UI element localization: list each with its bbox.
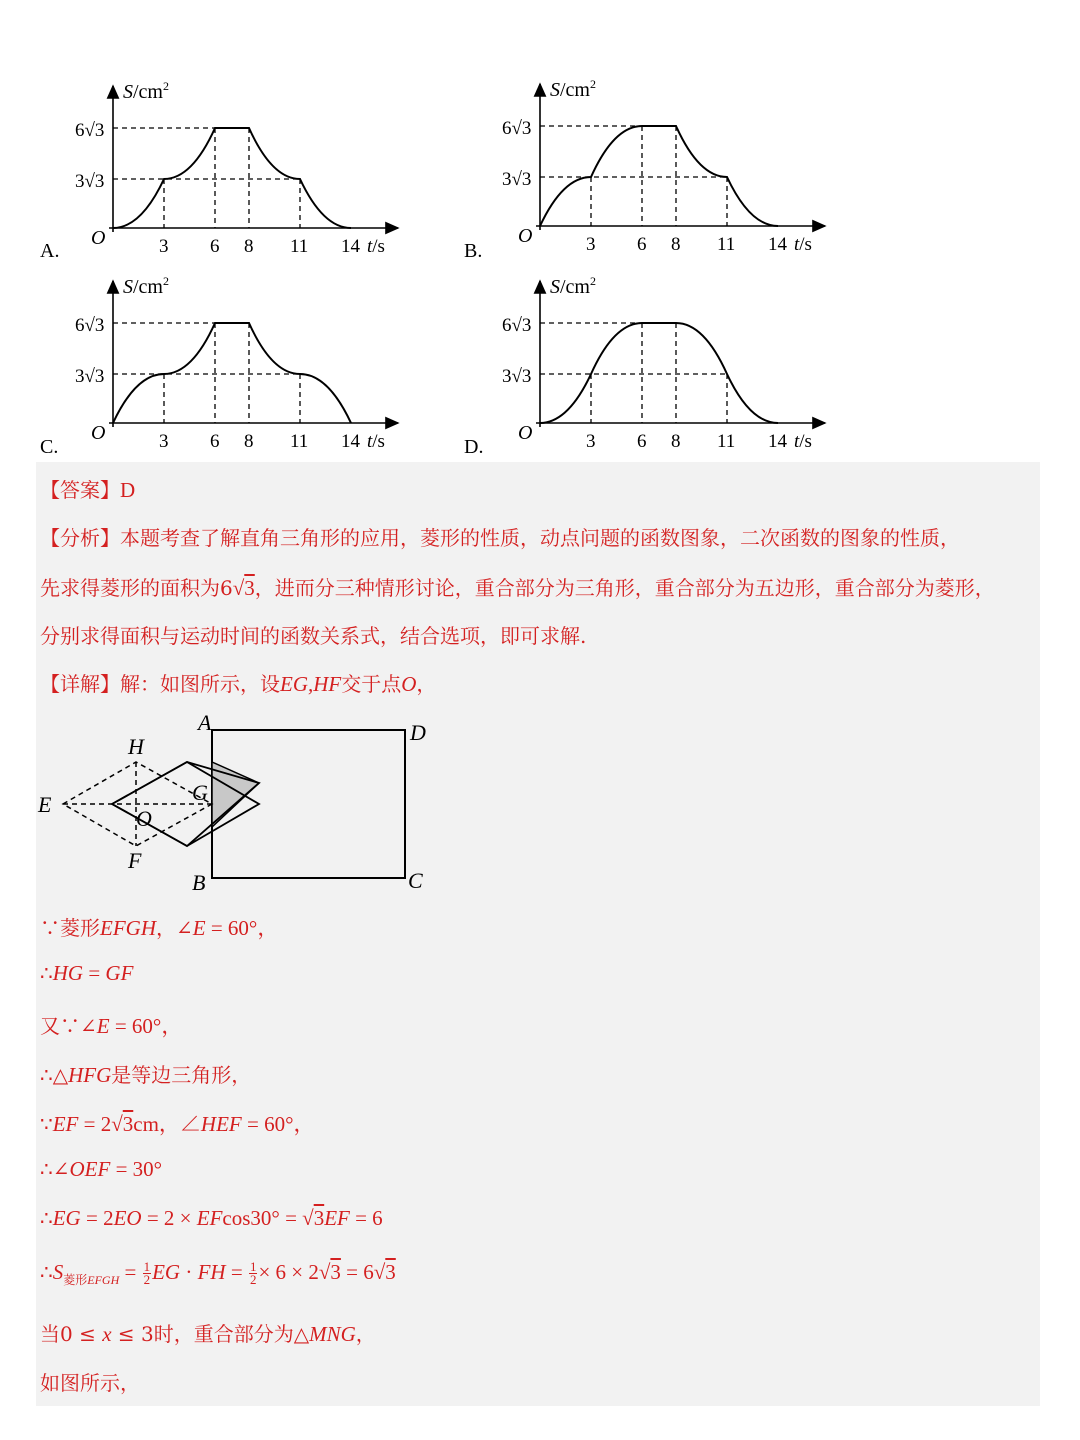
graph-a-y-high-label: 6√3	[75, 120, 105, 141]
graph-c-y-high-label: 6√3	[75, 315, 105, 336]
s1-c: ∠	[176, 916, 193, 940]
graph-b-x-tick-8: 8	[671, 234, 681, 255]
s8-r: 3	[330, 1260, 341, 1284]
fig-label-e: E	[38, 792, 52, 817]
s1-a: ∵菱形	[40, 916, 100, 940]
s8-r2: 3	[385, 1260, 396, 1284]
option-b-label: B.	[464, 240, 483, 262]
graph-b-y-label: $S/cm^2$	[550, 77, 596, 101]
graph-c-x-tick-14: 14	[341, 431, 360, 452]
graph-c-y-label: $S/cm^2$	[123, 274, 169, 298]
graph-a-y-low-label: 3√3	[75, 171, 105, 192]
fig-label-d: D	[410, 720, 426, 745]
s6-m: OEF	[69, 1157, 111, 1181]
analysis-text-2a: 先求得菱形的面积为6	[40, 576, 233, 600]
graph-c-x-label: t/s	[367, 431, 385, 452]
fig-label-g: G	[192, 780, 208, 805]
step-3	[40, 1010, 182, 1040]
step-4	[40, 1059, 251, 1088]
s4-m: HFG	[68, 1063, 112, 1087]
rhombus-rectangle-figure	[36, 708, 456, 898]
analysis-text-1: 本题考查了解直角三角形的应用，菱形的性质，动点问题的函数图象，二次函数的图象的性质，	[120, 526, 960, 550]
s9-m: x	[102, 1322, 112, 1346]
analysis-line-2	[40, 572, 995, 601]
s8-sqrt-2: √	[373, 1260, 386, 1284]
step-1	[40, 912, 278, 942]
graph-b-y-low-label: 3√3	[502, 169, 532, 190]
s8-e: × 6 × 2	[258, 1260, 319, 1284]
s8-a: ∴	[40, 1260, 53, 1284]
option-c-label: C.	[40, 436, 59, 458]
detail-line	[40, 668, 436, 697]
sqrt-symbol: √	[232, 576, 245, 600]
s6-b: = 30°	[110, 1157, 163, 1181]
detail-math-o: O	[401, 672, 417, 696]
graph-d-origin-label: O	[518, 422, 533, 444]
s2-b: =	[83, 961, 106, 985]
s2-m2: GF	[105, 961, 134, 985]
s7-m3: EF	[196, 1206, 223, 1230]
s8-m2: EG	[152, 1260, 181, 1284]
option-d-label: D.	[464, 436, 484, 458]
step-2	[40, 961, 133, 986]
graph-c-x-tick-8: 8	[244, 431, 254, 452]
graph-c-curve	[113, 323, 351, 423]
s7-m2: EO	[113, 1206, 142, 1230]
s8-sqrt-1: √	[318, 1260, 331, 1284]
s7-m: EG	[52, 1206, 81, 1230]
s5-m2: HEF	[200, 1112, 242, 1136]
graph-b-origin-label: O	[518, 225, 533, 247]
graph-d-x-tick-6: 6	[637, 431, 647, 452]
graph-b-x-tick-3: 3	[586, 234, 596, 255]
s7-m4: EF	[324, 1206, 350, 1230]
graph-c-x-tick-6: 6	[210, 431, 220, 452]
step-10	[40, 1367, 140, 1396]
s10: 如图所示，	[40, 1371, 140, 1395]
graph-a-x-tick-8: 8	[244, 236, 254, 257]
detail-text-b: 交于点	[341, 672, 402, 696]
fig-label-h: H	[128, 734, 144, 759]
graph-c-x-tick-11: 11	[290, 431, 309, 452]
s2-a: ∴	[40, 961, 53, 985]
graph-a-x-tick-14: 14	[341, 236, 360, 257]
graph-a-curve	[113, 128, 351, 228]
graph-b-curve	[540, 126, 778, 226]
s8-m3: FH	[197, 1260, 226, 1284]
s7-a: ∴	[40, 1206, 53, 1230]
detail-text-c: ，	[416, 672, 437, 696]
graph-b-x-tick-6: 6	[637, 234, 647, 255]
rectangle-abcd	[212, 730, 405, 878]
option-a-label: A.	[40, 240, 60, 262]
analysis-text-2c: ，进而分三种情形讨论，重合部分为三角形，重合部分为五边形，重合部分为菱形，	[254, 576, 995, 600]
graph-d-y-high-label: 6√3	[502, 315, 532, 336]
s6-a: ∴∠	[40, 1157, 70, 1181]
s5-sqrt: √	[111, 1112, 123, 1136]
graph-b-y-high-label: 6√3	[502, 118, 532, 139]
s8-g: = 6	[340, 1260, 374, 1284]
analysis-tag: 【分析】	[40, 526, 120, 550]
s1-m: EFGH	[100, 916, 156, 940]
s5-m: EF	[52, 1112, 79, 1136]
graph-b-x-label: t/s	[794, 234, 812, 255]
analysis-radicand: 3	[244, 576, 255, 600]
s9-a: 当0 ≤	[40, 1322, 103, 1346]
graph-d-y-label: $S/cm^2$	[550, 274, 596, 298]
s5-b: = 2	[78, 1112, 112, 1136]
fig-label-c: C	[408, 868, 423, 893]
analysis-line-3	[40, 620, 586, 649]
s3-b: = 60°，	[109, 1014, 183, 1038]
s3-m: E	[96, 1014, 110, 1038]
s1-b: ，	[156, 916, 176, 940]
s9-m2: MNG	[309, 1322, 356, 1346]
step-6	[40, 1157, 162, 1182]
fig-label-f: F	[128, 848, 142, 873]
s9-c: ，	[355, 1322, 376, 1346]
fig-label-a: A	[198, 710, 212, 735]
s4-a: ∴△	[40, 1063, 69, 1087]
s9-b: ≤ 3时，重合部分为△	[111, 1322, 310, 1346]
detail-text-a: 解：如图所示，设	[120, 672, 280, 696]
s7-b: = 2	[80, 1206, 114, 1230]
fig-label-o: O	[136, 806, 152, 831]
s4-b: 是等边三角形，	[111, 1063, 252, 1087]
graph-b-x-tick-11: 11	[717, 234, 736, 255]
s8-b: =	[119, 1260, 142, 1284]
detail-math-eg-hf: EG,HF	[280, 672, 342, 696]
s8-m: S	[52, 1260, 64, 1284]
s5-a: ∵	[40, 1112, 53, 1136]
s5-d: = 60°，	[241, 1112, 315, 1136]
s5-r: 3	[122, 1112, 134, 1136]
fig-label-b: B	[192, 870, 206, 895]
graph-c-origin-label: O	[91, 422, 106, 444]
option-graphs	[0, 0, 1080, 462]
s7-r: 3	[313, 1206, 325, 1230]
s2-m: HG	[52, 961, 84, 985]
s8-frac-1: $\frac{1}{2}$	[143, 1259, 151, 1287]
s8-subm: EFGH	[87, 1273, 120, 1287]
s8-sub: 菱形	[63, 1273, 88, 1287]
s1-m2: E	[192, 916, 206, 940]
s3-a: 又∵∠	[40, 1014, 97, 1038]
answer-value: D	[120, 478, 136, 502]
graph-d-x-label: t/s	[794, 431, 812, 452]
graph-a-y-label: $S/cm^2$	[123, 79, 169, 103]
step-9	[40, 1318, 376, 1347]
graph-d-y-low-label: 3√3	[502, 366, 532, 387]
graph-a-x-tick-3: 3	[159, 236, 169, 257]
graph-a-x-tick-11: 11	[290, 236, 309, 257]
detail-tag: 【详解】	[40, 672, 120, 696]
s7-sqrt: √	[302, 1206, 314, 1230]
analysis-text-3: 分别求得面积与运动时间的函数关系式，结合选项，即可求解.	[40, 624, 587, 648]
s1-d: = 60°，	[205, 916, 279, 940]
step-8	[40, 1260, 396, 1288]
graph-c-x-tick-3: 3	[159, 431, 169, 452]
graph-a-origin-label: O	[91, 227, 106, 249]
analysis-line-1	[40, 522, 960, 551]
graph-a-x-label: t/s	[367, 236, 385, 257]
step-5	[40, 1108, 315, 1138]
graph-a-x-tick-6: 6	[210, 236, 220, 257]
graph-d-x-tick-3: 3	[586, 431, 596, 452]
graph-d-x-tick-8: 8	[671, 431, 681, 452]
step-7	[40, 1206, 383, 1231]
graph-d-x-tick-14: 14	[768, 431, 787, 452]
s7-d: cos30° =	[222, 1206, 303, 1230]
s7-e: = 6	[349, 1206, 383, 1230]
graph-b-x-tick-14: 14	[768, 234, 787, 255]
answer-line	[40, 474, 135, 503]
graph-c-y-low-label: 3√3	[75, 366, 105, 387]
s7-c: = 2 ×	[141, 1206, 197, 1230]
graph-d-curve	[540, 323, 778, 423]
graph-d-x-tick-11: 11	[717, 431, 736, 452]
s8-frac-2: $\frac{1}{2}$	[249, 1259, 257, 1287]
s8-d: =	[225, 1260, 248, 1284]
s8-c: ·	[180, 1260, 198, 1284]
answer-tag: 【答案】	[40, 478, 120, 502]
s5-c: cm，∠	[133, 1112, 201, 1136]
